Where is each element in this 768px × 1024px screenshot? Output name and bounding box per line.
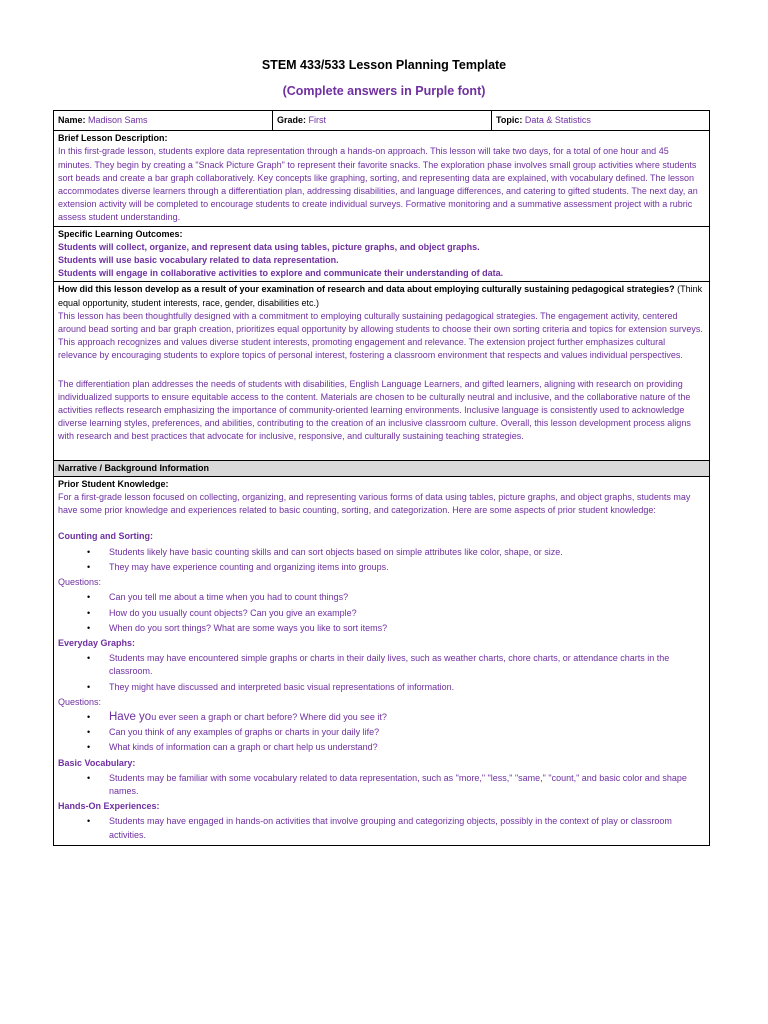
prior-knowledge-label: Prior Student Knowledge:	[58, 478, 169, 489]
list-item	[58, 561, 705, 574]
section-heading: Counting and Sorting:	[58, 531, 153, 542]
topic-cell	[492, 111, 710, 131]
list-item	[58, 622, 705, 635]
topic-value: Data & Statistics	[524, 115, 591, 125]
prior-knowledge-intro: For a first-grade lesson focused on collecting, organizing, and representing various forms of data using tables, picture graphs, and object graphs, students may have some prior knowledge and experiences related to basic counting, sorting, and categorization. Here are some aspects of prior student knowledge:	[58, 492, 691, 516]
list-item-text: They might have discussed and interpreted basic visual representations of information.	[109, 681, 455, 692]
name-value: Madison Sams	[88, 115, 148, 125]
questions-label: Questions:	[58, 696, 102, 707]
list-item-text: Can you tell me about a time when you had to count things?	[109, 592, 349, 603]
bullet-list	[58, 772, 705, 798]
narrative-cell	[54, 476, 710, 845]
list-item	[58, 726, 705, 739]
bullet-glyph: •	[87, 607, 91, 618]
section-heading: Everyday Graphs:	[58, 637, 136, 648]
grade-label: Grade:	[277, 115, 307, 125]
narrative-row	[54, 476, 710, 845]
outcome-item: Students will collect, organize, and represent data using tables, picture graphs, and object graphs.	[58, 241, 480, 252]
outcomes-row	[54, 226, 710, 282]
research-row	[54, 282, 710, 460]
bullet-glyph: •	[87, 711, 91, 722]
paragraph-gap	[58, 444, 705, 459]
research-paragraph: This lesson has been thoughtfully designed with a commitment to employing culturally sustaining pedagogical strategies. The engagement activity, centered around bead sorting and bar graph creation, prioritizes equal opportunity by allowing students to choose their own sorting criteria and topics for extension surveys. This approach recognizes and values diverse student interests, promoting engagement and relevance. The extension project further emphasizes cultural relevance by encouraging students to explore topics of personal interest, fostering a classroom environment that respects and values individual perspectives.	[58, 310, 703, 361]
bullet-list	[58, 711, 705, 755]
name-cell	[54, 111, 273, 131]
research-question-note: (Think equal opportunity, student interests, race, gender, disabilities etc.)	[58, 284, 703, 308]
grade-value: First	[308, 115, 327, 125]
list-item	[58, 815, 705, 841]
list-item	[58, 681, 705, 694]
bullet-glyph: •	[87, 561, 91, 572]
research-question-bold: How did this lesson develop as a result of your examination of research and data about employing culturally sustaining pedagogical strategies?	[58, 284, 675, 295]
bullet-glyph: •	[87, 622, 91, 633]
bullet-list	[58, 815, 705, 841]
research-cell	[54, 282, 710, 460]
list-item-text: u ever seen a graph or chart before? Where did you see it?	[151, 711, 387, 722]
list-item	[58, 741, 705, 754]
bullet-glyph: •	[87, 772, 91, 783]
list-item-text: What kinds of information can a graph or chart help us understand?	[109, 742, 378, 753]
research-paragraph: The differentiation plan addresses the needs of students with disabilities, English Language Learners, and gifted learners, aligning with research on providing individualized supports to ensure equitable access to the content. Materials are chosen to be culturally neutral and inclusive, and the collaborative nature of the activities reflects research emphasizing the importance of community-oriented learning environments. Inclusive language is consistently used to acknowledge diverse learning styles, preferences, and abilities, contributing to the creation of an inclusive classroom culture. Overall, this lesson development process aligns with research and best practices that advocate for inclusive, responsive, and culturally sustaining teaching strategies.	[58, 378, 691, 442]
list-item-text-large: Have yo	[109, 710, 152, 723]
name-label: Name:	[58, 115, 86, 125]
narrative-header-row	[54, 460, 710, 476]
bullet-glyph: •	[87, 742, 91, 753]
outcome-item: Students will engage in collaborative activities to explore and communicate their understanding of data.	[58, 268, 504, 279]
bullet-list	[58, 546, 705, 574]
page-title: STEM 433/533 Lesson Planning Template	[261, 58, 507, 72]
section-heading: Basic Vocabulary:	[58, 757, 136, 768]
list-item	[58, 607, 705, 620]
bullet-glyph: •	[87, 727, 91, 738]
section-heading: Hands-On Experiences:	[58, 801, 160, 812]
list-item-text: Can you think of any examples of graphs or charts in your daily life?	[109, 727, 380, 738]
research-question	[58, 283, 705, 309]
bullet-glyph: •	[87, 592, 91, 603]
list-item-text: How do you usually count objects? Can you give an example?	[109, 607, 357, 618]
list-item	[58, 652, 705, 678]
narrative-header: Narrative / Background Information	[54, 460, 710, 476]
bullet-list	[58, 652, 705, 694]
list-item-text: Students likely have basic counting skills and can sort objects based on simple attributes like color, shape, or size.	[109, 546, 563, 557]
list-item	[58, 591, 705, 604]
page-subtitle: (Complete answers in Purple font)	[282, 84, 486, 98]
brief-cell	[54, 131, 710, 226]
list-item	[58, 772, 705, 798]
bullet-glyph: •	[87, 681, 91, 692]
bullet-list	[58, 591, 705, 635]
list-item-text: Students may have engaged in hands-on activities that involve grouping and categorizing objects, possibly in the context of play or classroom activities.	[109, 816, 672, 840]
list-item-text: They may have experience counting and organizing items into groups.	[109, 561, 389, 572]
lesson-plan-table	[53, 110, 710, 846]
paragraph-gap	[58, 363, 705, 378]
list-item-text: Students may be familiar with some vocabulary related to data representation, such as "more," "less," "same," "count," and basic color and shape names.	[109, 772, 687, 796]
grade-cell	[273, 111, 492, 131]
list-item-text: When do you sort things? What are some ways you like to sort items?	[109, 622, 388, 633]
outcomes-cell	[54, 226, 710, 282]
questions-label: Questions:	[58, 577, 102, 588]
list-item	[58, 711, 705, 724]
bullet-glyph: •	[87, 816, 91, 827]
brief-label: Brief Lesson Description:	[58, 133, 168, 144]
info-row	[54, 111, 710, 131]
brief-text: In this first-grade lesson, students explore data representation through a hands-on approach. This lesson will take two days, for a total of one hour and 45 minutes. They begin by creating a "Snack Picture Graph" to represent their favorite snacks. The exploration phase involves small group activities where students sort beads and create a bar graph collaboratively. Key concepts like graphing, sorting, and representing data are explained, with vocabulary defined. The lesson accommodates diverse learners through a differentiation plan, addressing disabilities, and language differences, and catering to gifted students. The next day, an extension activity will be completed to encourage students to create individual surveys. Formative monitoring and a summative assessment project with a rubric assess student understanding.	[58, 146, 698, 223]
list-item-text: Students may have encountered simple graphs or charts in their daily lives, such as weather charts, chore charts, or attendance charts in the classroom.	[109, 653, 670, 677]
brief-row	[54, 131, 710, 226]
list-item	[58, 546, 705, 559]
bullet-glyph: •	[87, 546, 91, 557]
outcome-item: Students will use basic vocabulary related to data representation.	[58, 255, 339, 266]
bullet-glyph: •	[87, 653, 91, 664]
topic-label: Topic:	[496, 115, 523, 125]
outcomes-label: Specific Learning Outcomes:	[58, 228, 183, 239]
